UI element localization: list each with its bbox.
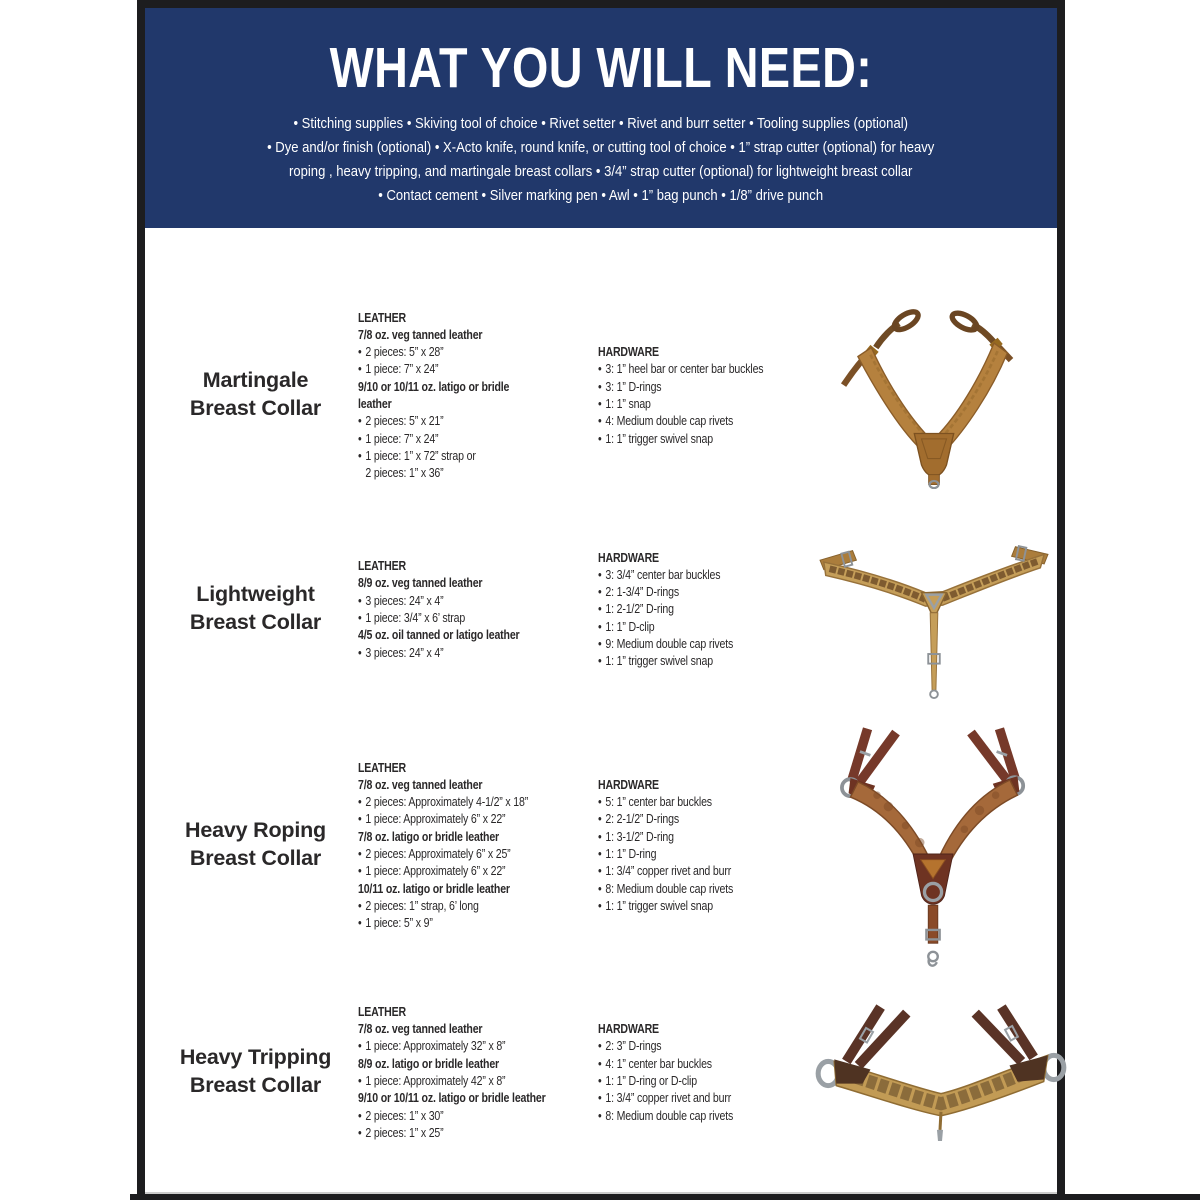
spec-line xyxy=(358,430,598,447)
bullet-marker: • xyxy=(598,378,602,394)
spec-line xyxy=(358,1072,598,1089)
spec-line xyxy=(598,360,810,377)
leather-heading: LEATHER xyxy=(358,309,406,325)
spec-text: 1 piece: Approximately 6” x 22” xyxy=(365,863,506,879)
leather-heading: LEATHER xyxy=(358,1003,406,1019)
spec-line xyxy=(358,845,598,862)
bullet-marker: • xyxy=(358,863,362,879)
spec-line xyxy=(358,360,598,377)
bullet-marker: • xyxy=(598,1055,602,1071)
spec-text: 1: 1” D-ring xyxy=(605,846,657,861)
hardware-heading: HARDWARE xyxy=(598,1021,659,1037)
leather-spec-list xyxy=(358,1020,598,1141)
spec-text: 3 pieces: 24” x 4” xyxy=(365,592,444,608)
supply-line: roping , heavy tripping, and martingale breast collars • 3/4” strap cutter (optional) for lightweight breast collar xyxy=(289,164,913,181)
spec-line xyxy=(358,1107,598,1124)
bullet-marker: • xyxy=(358,610,362,625)
bullet-marker: • xyxy=(598,635,602,651)
leather-weight-subhead xyxy=(358,1055,598,1072)
spec-text: 10/11 oz. latigo or bridle leather xyxy=(358,880,510,896)
hardware-spec-list xyxy=(598,360,810,446)
spec-text: 2 pieces: Approximately 4-1/2” x 18” xyxy=(365,794,529,810)
supply-list xyxy=(267,112,934,208)
spec-text: 1 piece: 5” x 9” xyxy=(365,915,433,931)
bullet-marker: • xyxy=(598,361,602,377)
spec-text: 1: 1” D-ring or D-clip xyxy=(605,1073,697,1088)
bullet-marker: • xyxy=(598,846,602,861)
spec-text: 1: 1” trigger swivel snap xyxy=(605,653,713,669)
spec-text: 1 piece: 3/4” x 6’ strap xyxy=(365,610,466,625)
spec-line xyxy=(598,1089,810,1106)
section-title-line: Martingale xyxy=(202,368,309,393)
bullet-marker: • xyxy=(598,794,602,810)
section-title xyxy=(153,581,358,636)
spec-text: 7/8 oz. latigo or bridle leather xyxy=(358,828,500,844)
spec-text: leather xyxy=(358,396,392,411)
spec-text: 4/5 oz. oil tanned or latigo leather xyxy=(358,627,520,643)
spec-line xyxy=(358,1124,598,1141)
hardware-column xyxy=(598,776,810,914)
leather-weight-subhead xyxy=(358,326,598,343)
hardware-spec-list xyxy=(598,566,810,670)
spec-text: 1: 3/4” copper rivet and burr xyxy=(605,863,732,879)
spec-text: 4: Medium double cap rivets xyxy=(605,413,734,429)
bullet-marker: • xyxy=(358,846,362,861)
spec-text: 4: 1” center bar buckles xyxy=(605,1055,712,1071)
spec-line xyxy=(598,1055,810,1072)
leather-column xyxy=(358,557,598,661)
collar-photo xyxy=(810,999,1072,1145)
bullet-marker: • xyxy=(358,592,362,608)
page-title: WHAT YOU WILL NEED: xyxy=(329,36,873,100)
leather-spec-list xyxy=(358,574,598,660)
bullet-marker: • xyxy=(598,396,602,411)
collar-sections xyxy=(145,288,1057,1156)
heavy-tripping-collar-image xyxy=(810,999,1072,1145)
hardware-heading: HARDWARE xyxy=(598,776,659,792)
lightweight-collar-image xyxy=(814,518,1054,700)
bullet-marker: • xyxy=(598,413,602,429)
section-title xyxy=(153,817,358,872)
section-title-line: Breast Collar xyxy=(189,396,322,420)
heavy-roping-collar-image xyxy=(822,719,1045,971)
hardware-column xyxy=(598,549,810,670)
bullet-marker: • xyxy=(358,1124,362,1140)
leather-weight-subhead xyxy=(358,1089,598,1106)
spec-text: 8: Medium double cap rivets xyxy=(605,1107,734,1123)
bullet-marker: • xyxy=(598,566,602,582)
bullet-marker: • xyxy=(358,344,362,360)
bullet-marker: • xyxy=(358,447,362,463)
supply-line: • Contact cement • Silver marking pen • Awl • 1” bag punch • 1/8” drive punch xyxy=(378,188,824,205)
spec-line xyxy=(598,862,810,879)
page-header xyxy=(145,8,1057,228)
bullet-marker: • xyxy=(598,828,602,844)
spec-line xyxy=(598,412,810,429)
bullet-marker: • xyxy=(598,1073,602,1088)
spec-text: 7/8 oz. veg tanned leather xyxy=(358,776,483,792)
leather-weight-subhead xyxy=(358,574,598,591)
bullet-marker: • xyxy=(598,584,602,600)
bullet-marker: • xyxy=(358,1073,362,1088)
spec-text: 9: Medium double cap rivets xyxy=(605,635,734,651)
bullet-marker: • xyxy=(358,430,362,446)
spec-line xyxy=(598,793,810,810)
bullet-marker: • xyxy=(598,863,602,879)
page-frame xyxy=(137,0,1065,1200)
leather-heading: LEATHER xyxy=(358,558,406,574)
spec-line xyxy=(358,897,598,914)
leather-weight-subhead xyxy=(358,395,598,412)
spec-text: 8/9 oz. latigo or bridle leather xyxy=(358,1055,500,1071)
collar-section xyxy=(153,288,1057,502)
bullet-marker: • xyxy=(358,1107,362,1123)
spec-text: 1 piece: 7” x 24” xyxy=(365,430,439,446)
hardware-column xyxy=(598,343,810,447)
leather-column xyxy=(358,759,598,932)
leather-weight-subhead xyxy=(358,378,598,395)
spec-line xyxy=(358,862,598,879)
bullet-marker: • xyxy=(358,915,362,931)
spec-text: 8/9 oz. veg tanned leather xyxy=(358,575,483,591)
spec-text: 1: 1” D-clip xyxy=(605,618,655,634)
spec-line xyxy=(598,1072,810,1089)
spec-line xyxy=(598,395,810,412)
spec-text: 1 piece: Approximately 6” x 22” xyxy=(365,811,506,827)
spec-line xyxy=(358,1037,598,1054)
spec-line xyxy=(598,566,810,583)
spec-text: 8: Medium double cap rivets xyxy=(605,880,734,896)
bullet-marker: • xyxy=(598,1038,602,1054)
hardware-spec-list xyxy=(598,793,810,914)
page-bottom-bar xyxy=(130,1194,1200,1200)
bullet-marker: • xyxy=(598,1107,602,1123)
spec-text: 9/10 or 10/11 oz. latigo or bridle xyxy=(358,378,510,394)
bullet-marker: • xyxy=(358,1038,362,1054)
bullet-marker: • xyxy=(598,1090,602,1106)
spec-line xyxy=(358,644,598,661)
spec-text: 3: 3/4” center bar buckles xyxy=(605,566,721,582)
section-title xyxy=(153,367,358,422)
spec-line xyxy=(358,609,598,626)
spec-text: 2: 1-3/4” D-rings xyxy=(605,584,679,600)
bullet-marker: • xyxy=(598,653,602,669)
spec-text: 3: 1” D-rings xyxy=(605,378,662,394)
spec-line xyxy=(598,583,810,600)
spec-line xyxy=(598,845,810,862)
section-title xyxy=(153,1044,358,1099)
spec-line xyxy=(358,914,598,931)
bullet-marker: • xyxy=(598,430,602,446)
supply-line: • Stitching supplies • Skiving tool of choice • Rivet setter • Rivet and burr setter • Tooling supplies (optional) xyxy=(293,116,909,132)
leather-weight-subhead xyxy=(358,626,598,643)
spec-text: 7/8 oz. veg tanned leather xyxy=(358,1021,483,1037)
spec-text: 2 pieces: 5” x 28” xyxy=(365,344,444,360)
bullet-marker: • xyxy=(358,794,362,810)
section-title-line: Breast Collar xyxy=(189,846,322,870)
spec-line xyxy=(598,600,810,617)
spec-text: 1: 1” snap xyxy=(605,396,651,411)
spec-text: 7/8 oz. veg tanned leather xyxy=(358,326,483,342)
spec-line xyxy=(598,810,810,827)
hardware-column xyxy=(598,1020,810,1124)
bullet-marker: • xyxy=(358,361,362,377)
spec-text: 1 piece: Approximately 42” x 8” xyxy=(365,1073,506,1088)
spec-text: 2 pieces: 1” x 36” xyxy=(365,465,444,481)
spec-text: 1: 1” trigger swivel snap xyxy=(605,897,713,913)
spec-line xyxy=(598,618,810,635)
spec-text: 1: 3-1/2” D-ring xyxy=(605,828,674,844)
spec-text: 9/10 or 10/11 oz. latigo or bridle leather xyxy=(358,1090,546,1106)
spec-line xyxy=(358,592,598,609)
spec-text: 1: 2-1/2” D-ring xyxy=(605,601,674,617)
spec-line xyxy=(358,810,598,827)
spec-line xyxy=(598,828,810,845)
spec-line xyxy=(598,378,810,395)
collar-photo xyxy=(810,301,1057,489)
spec-text: 1 piece: 7” x 24” xyxy=(365,361,439,377)
spec-text: 3 pieces: 24” x 4” xyxy=(365,644,444,660)
bullet-marker: • xyxy=(358,897,362,913)
section-title-line: Lightweight xyxy=(196,582,315,607)
leather-column xyxy=(358,1003,598,1141)
spec-text: 1: 1” trigger swivel snap xyxy=(605,430,713,446)
bullet-marker: • xyxy=(358,811,362,827)
hardware-heading: HARDWARE xyxy=(598,549,659,565)
hardware-heading: HARDWARE xyxy=(598,344,659,360)
section-title-line: Breast Collar xyxy=(189,610,322,634)
leather-weight-subhead xyxy=(358,1020,598,1037)
collar-section xyxy=(153,988,1057,1156)
bullet-marker: • xyxy=(598,880,602,896)
spec-text: 2: 3” D-rings xyxy=(605,1038,662,1054)
spec-line xyxy=(598,1107,810,1124)
collar-photo xyxy=(810,518,1057,700)
bullet-marker: • xyxy=(598,811,602,827)
spec-line xyxy=(598,880,810,897)
section-title-line: Heavy Roping xyxy=(185,818,326,843)
leather-column xyxy=(358,309,598,482)
leather-weight-subhead xyxy=(358,880,598,897)
spec-text: 1 piece: Approximately 32” x 8” xyxy=(365,1038,506,1054)
spec-text: 3: 1” heel bar or center bar buckles xyxy=(605,361,764,377)
martingale-collar-image xyxy=(831,301,1037,489)
leather-spec-list xyxy=(358,326,598,482)
leather-heading: LEATHER xyxy=(358,759,406,775)
bullet-marker: • xyxy=(598,897,602,913)
spec-text: 1: 3/4” copper rivet and burr xyxy=(605,1090,732,1106)
spec-text: 2 pieces: 5” x 21” xyxy=(365,413,444,429)
supply-line: • Dye and/or finish (optional) • X-Acto knife, round knife, or cutting tool of choice • 1” strap cutter (optional) for heavy xyxy=(267,140,935,157)
spec-text: 2: 2-1/2” D-rings xyxy=(605,811,679,827)
collar-photo xyxy=(810,719,1057,971)
leather-spec-list xyxy=(358,776,598,932)
spec-text: 2 pieces: 1” x 30” xyxy=(365,1107,444,1123)
section-title-line: Breast Collar xyxy=(189,1073,322,1097)
spec-line xyxy=(598,635,810,652)
bullet-marker: • xyxy=(358,413,362,429)
leather-weight-subhead xyxy=(358,776,598,793)
spec-text: 2 pieces: 1” x 25” xyxy=(365,1124,444,1140)
spec-line xyxy=(358,793,598,810)
section-title-line: Heavy Tripping xyxy=(179,1045,332,1070)
bullet-marker: • xyxy=(358,644,362,660)
spec-line xyxy=(598,652,810,669)
spec-text: 1 piece: 1” x 72” strap or xyxy=(365,447,476,463)
hardware-spec-list xyxy=(598,1037,810,1123)
bullet-marker: • xyxy=(598,601,602,617)
spec-line xyxy=(598,1037,810,1054)
spec-text: 2 pieces: 1” strap, 6’ long xyxy=(365,897,479,913)
bullet-marker: • xyxy=(598,618,602,634)
spec-line xyxy=(358,464,598,481)
collar-section xyxy=(153,714,1057,976)
spec-line xyxy=(358,447,598,464)
spec-line xyxy=(358,412,598,429)
spec-line xyxy=(358,343,598,360)
spec-line xyxy=(598,430,810,447)
leather-weight-subhead xyxy=(358,828,598,845)
spec-line xyxy=(598,897,810,914)
spec-text: 5: 1” center bar buckles xyxy=(605,794,712,810)
spec-text: 2 pieces: Approximately 6” x 25” xyxy=(365,846,511,861)
collar-section xyxy=(153,516,1057,702)
